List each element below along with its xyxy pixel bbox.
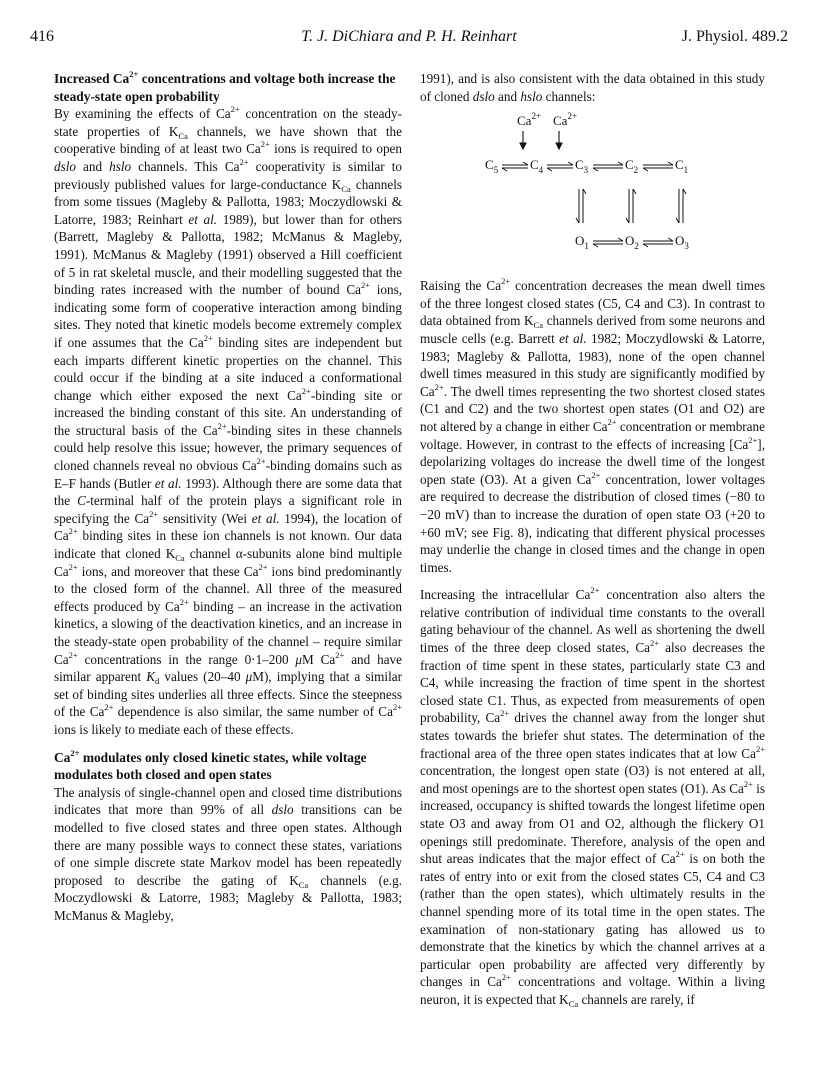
running-header: [30, 28, 788, 50]
paragraph: The analysis of single-channel open and closed time distributions indicates that more than 99% of all dslo transitions can be modelled to five closed states and three open states. Although there are many possible ways to connect these states, variations of one simple discrete state Markov model has been repeatedly proposed to describe the gating of $K_{Ca}$ channels (e.g. Moczydlowski & Latorre, 1983; Magleby & Pallotta, 1983; McManus & Magleby,: [54, 784, 402, 923]
kinetic-scheme-diagram: [475, 109, 715, 269]
ca-label: $Ca^{2+}$: [517, 111, 542, 129]
paragraph: By examining the effects of $Ca^{2+}$ concentration on the steady-state properties of $K_{Ca}$ channels, we have shown that the cooperative binding of at least two $Ca^{2+}$ ions is required to open dslo and hslo channels. This $Ca^{2+}$ cooperativity is similar to previously published values for large-conductance $K_{Ca}$ channels from some tissues (Magleby & Pallotta, 1983; Moczydlowski & Latorre, 1983; Reinhart et al. 1989), but lower than for others (Barrett, Magleby & Pallotta, 1982; McManus & Magleby, 1991). McManus & Magleby (1991) observed a Hill coefficient of 5 in rat skeletal muscle, and their modelling suggested that the binding rates increased with the number of bound $Ca^{2+}$ ions, indicating some form of cooperative interaction among binding sites. They noted that kinetic models become extremely complex if one assumes that the $Ca^{2+}$ binding sites are independent but each imparts different kinetic properties on the channel. This could occur if the binding at a site induced a conformational change which either exposed the next $Ca^{2+}$-binding site or increased the binding constant of this site. An understanding of the structural basis of the $Ca^{2+}$-binding sites in these channels could help resolve this issue; however, the primary sequences of cloned channels reveal no obvious $Ca^{2+}$-binding domains such as E–F hands (Butler et al. 1993). Although there are some data that the C-terminal half of the protein plays a significant role in specifying the $Ca^{2+}$ sensitivity (Wei et al. 1994), the location of $Ca^{2+}$ binding sites in these ion channels is not known. Our data indicate that cloned $K_{Ca}$ channel α-subunits alone bind multiple $Ca^{2+}$ ions, and moreover that these $Ca^{2+}$ ions bind predominantly to the closed form of the channel. All three of the measured effects produced by $Ca^{2+}$ binding – an increase in the activation kinetics, a slowing of the deactivation kinetics, and an increase in the steady-state open probability of the channel – require similar $Ca^{2+}$ concentrations in the range 0·1–200 μM $Ca^{2+}$ and have similar apparent $K_d$ values (20–40 μM), implying that a similar set of binding sites underlies all three effects. Since the steepness of the $Ca^{2+}$ dependence is also similar, the same number of $Ca^{2+}$ ions is likely to mediate each of these effects.: [54, 104, 403, 737]
journal-reference: J. Physiol. 489.2: [681, 28, 788, 45]
page-number: 416: [30, 28, 54, 45]
ca-label: $Ca^{2+}$: [553, 111, 578, 129]
state-o2: $O_2$: [625, 233, 639, 252]
running-authors: T. J. DiChiara and P. H. Reinhart: [301, 28, 517, 45]
state-o3: $O_3$: [675, 233, 689, 252]
state-o1: $O_1$: [575, 233, 589, 252]
paragraph: Increasing the intracellular $Ca^{2+}$ concentration also alters the relative contribution of individual time constants to the overall gating behaviour of the channel. As well as shortening the dwell times of the three deep closed states, $Ca^{2+}$ also decreases the fraction of time spent in these states, particularly state C3 and C4, while increasing the fraction of time spent in the shortest closed state C1. Thus, as expected from measurements of open probability, $Ca^{2+}$ drives the channel away from the longer shut states towards the briefer shut states. The determination of the fractional area of the three open states indicates that at low $Ca^{2+}$ concentration, the longest open state (O3) is not entered at all, and most openings are to the shortest open states (O1). As $Ca^{2+}$ is increased, occupancy is shifted towards the longest lifetime open state O3 and away from O1 and O2, although the flickery O1 openings still predominate. Therefore, analysis of the open and shut areas indicates that the major effect of $Ca^{2+}$ is on both the rates of entry into or exit from the closed states C5, C4 and C3 (rather than the open states), which ultimately results in the channel spending more of its total time in the open states. The examination of non-stationary gating has allowed us to demonstrate that the kinetics by which the channel arrives at a particular open probability are affected very differently by changes in $Ca^{2+}$ concentrations and voltage. Within a living neuron, it is expected that $K_{Ca}$ channels are rarely, if: [420, 585, 765, 1009]
state-c5: $C_5$: [485, 157, 499, 176]
paragraph: 1991), and is also consistent with the data obtained in this study of cloned dslo and hslo channels:: [420, 71, 765, 104]
state-c4: $C_4$: [530, 157, 544, 176]
section-heading-2: $Ca^{2+}$ modulates only closed kinetic states, while voltage modulates both closed and open states: [54, 747, 367, 783]
state-c3: $C_3$: [575, 157, 589, 176]
paragraph: Raising the $Ca^{2+}$ concentration decreases the mean dwell times of the three longest closed states (C5, C4 and C3). In contrast to data obtained from $K_{Ca}$ channels derived from some neurons and muscle cells (e.g. Barrett et al. 1982; Moczydlowski & Latorre, 1983; Magleby & Pallotta, 1983), none of the open channel dwell times measured in this study are significantly modified by $Ca^{2+}$. The dwell times representing the two shortest closed states (C1 and C2) and the two shortest open states (O1 and O2) are not altered by a change in either $Ca^{2+}$ concentration or membrane voltage. However, in contrast to the effects of increasing $[Ca^{2+}]$, depolarizing voltages do increase the dwell time of the longest open state (O3). At a given $Ca^{2+}$ concentration, lower voltages are required to decrease the distribution of closed times (−80 to −20 mV) than to increase the duration of open state O3 (+20 to +60 mV; see Fig. 8), indicating that different physical processes may underlie the change in closed times and the change in open times.: [420, 276, 765, 575]
state-c1: $C_1$: [675, 157, 689, 176]
kinetic-scheme: [420, 109, 765, 269]
right-column: [420, 70, 765, 1009]
state-c2: $C_2$: [625, 157, 639, 176]
section-heading-1: Increased $Ca^{2+}$ concentrations and voltage both increase the steady-state open probability: [54, 69, 396, 104]
left-column: [54, 70, 402, 925]
